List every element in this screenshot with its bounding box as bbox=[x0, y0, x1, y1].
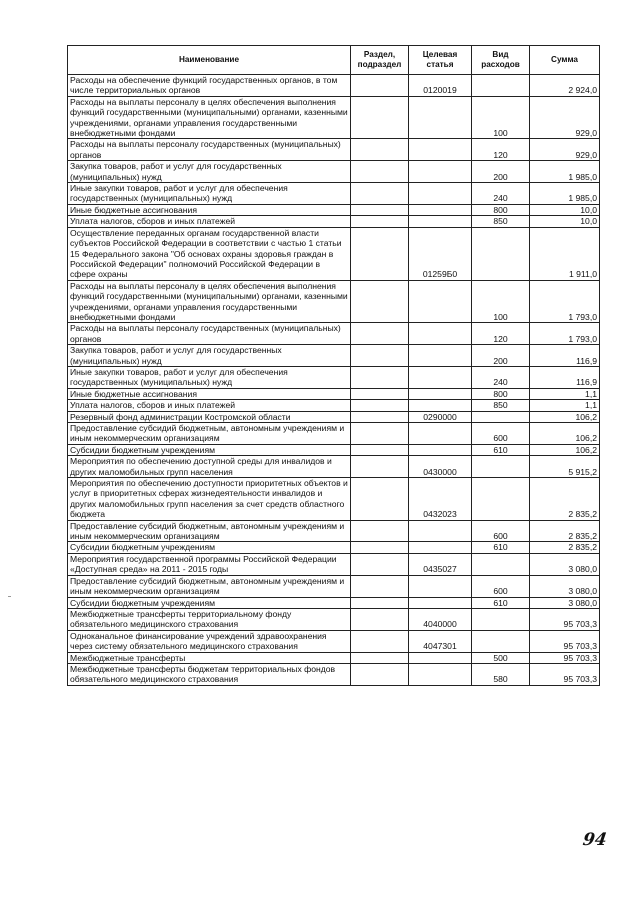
cell-target: 4040000 bbox=[409, 608, 472, 630]
table-row bbox=[68, 139, 600, 161]
table-row bbox=[68, 75, 600, 97]
cell-name: Мероприятия по обеспечению доступности приоритетных объектов и услуг в приоритетных сферах жизнедеятельности инвалидов и других маломобильных групп населения за счет средств областного бюджета bbox=[68, 478, 351, 521]
cell-target: 4047301 bbox=[409, 630, 472, 652]
cell-kind: 850 bbox=[472, 216, 530, 227]
cell-sum: 5 915,2 bbox=[530, 456, 600, 478]
cell-target bbox=[409, 597, 472, 608]
cell-name: Расходы на выплаты персоналу государственных (муниципальных) органов bbox=[68, 139, 351, 161]
header-sum: Сумма bbox=[530, 46, 600, 75]
cell-name: Одноканальное финансирование учреждений здравоохранения через систему обязательного медицинского страхования bbox=[68, 630, 351, 652]
cell-section bbox=[351, 227, 409, 280]
cell-target bbox=[409, 96, 472, 139]
cell-section bbox=[351, 478, 409, 521]
cell-sum: 929,0 bbox=[530, 139, 600, 161]
cell-target bbox=[409, 204, 472, 215]
cell-section bbox=[351, 75, 409, 97]
table-row bbox=[68, 216, 600, 227]
cell-target: 0290000 bbox=[409, 411, 472, 422]
cell-target bbox=[409, 345, 472, 367]
table-row bbox=[68, 456, 600, 478]
cell-sum: 1,1 bbox=[530, 388, 600, 399]
cell-kind bbox=[472, 553, 530, 575]
cell-kind: 240 bbox=[472, 183, 530, 205]
cell-name: Расходы на обеспечение функций государственных органов, в том числе территориальных органов bbox=[68, 75, 351, 97]
cell-target bbox=[409, 444, 472, 455]
cell-sum: 1 793,0 bbox=[530, 280, 600, 323]
table-body bbox=[68, 75, 600, 686]
cell-section bbox=[351, 345, 409, 367]
cell-section bbox=[351, 323, 409, 345]
cell-section bbox=[351, 216, 409, 227]
cell-sum: 3 080,0 bbox=[530, 575, 600, 597]
cell-kind: 600 bbox=[472, 423, 530, 445]
header-section: Раздел, подраздел bbox=[351, 46, 409, 75]
cell-target bbox=[409, 652, 472, 663]
cell-name: Предоставление субсидий бюджетным, автономным учреждениям и иным некоммерческим организациям bbox=[68, 423, 351, 445]
header-kind: Вид расходов bbox=[472, 46, 530, 75]
cell-name: Межбюджетные трансферты территориальному фонду обязательного медицинского страхования bbox=[68, 608, 351, 630]
cell-kind: 800 bbox=[472, 204, 530, 215]
cell-kind bbox=[472, 478, 530, 521]
cell-target bbox=[409, 400, 472, 411]
cell-kind: 610 bbox=[472, 444, 530, 455]
cell-name: Расходы на выплаты персоналу в целях обеспечения выполнения функций государственными (муниципальными) органами, казенными учреждениями, органами управления государственными внебюджетными фондами bbox=[68, 96, 351, 139]
cell-section bbox=[351, 553, 409, 575]
table-row bbox=[68, 366, 600, 388]
cell-sum: 106,2 bbox=[530, 423, 600, 445]
cell-kind bbox=[472, 75, 530, 97]
cell-section bbox=[351, 423, 409, 445]
cell-section bbox=[351, 96, 409, 139]
cell-section bbox=[351, 366, 409, 388]
table-row bbox=[68, 608, 600, 630]
table-row bbox=[68, 520, 600, 542]
table-row bbox=[68, 388, 600, 399]
table-row bbox=[68, 597, 600, 608]
cell-target bbox=[409, 575, 472, 597]
cell-kind: 100 bbox=[472, 280, 530, 323]
table-header-row bbox=[68, 46, 600, 75]
cell-name: Субсидии бюджетным учреждениям bbox=[68, 542, 351, 553]
table-row bbox=[68, 575, 600, 597]
cell-target bbox=[409, 183, 472, 205]
cell-target bbox=[409, 423, 472, 445]
table-row bbox=[68, 96, 600, 139]
cell-section bbox=[351, 630, 409, 652]
cell-name: Уплата налогов, сборов и иных платежей bbox=[68, 400, 351, 411]
cell-section bbox=[351, 139, 409, 161]
header-target: Целевая статья bbox=[409, 46, 472, 75]
table-row bbox=[68, 652, 600, 663]
cell-section bbox=[351, 575, 409, 597]
cell-target bbox=[409, 139, 472, 161]
table-row bbox=[68, 542, 600, 553]
cell-kind: 600 bbox=[472, 520, 530, 542]
cell-sum: 95 703,3 bbox=[530, 608, 600, 630]
page-number: 94 bbox=[581, 830, 609, 850]
table-row bbox=[68, 227, 600, 280]
cell-name: Иные закупки товаров, работ и услуг для обеспечения государственных (муниципальных) нужд bbox=[68, 366, 351, 388]
cell-target bbox=[409, 161, 472, 183]
cell-name: Резервный фонд администрации Костромской области bbox=[68, 411, 351, 422]
cell-name: Иные бюджетные ассигнования bbox=[68, 204, 351, 215]
cell-target bbox=[409, 663, 472, 685]
table-row bbox=[68, 423, 600, 445]
cell-sum: 1 985,0 bbox=[530, 161, 600, 183]
cell-sum: 2 835,2 bbox=[530, 520, 600, 542]
cell-sum: 2 835,2 bbox=[530, 542, 600, 553]
cell-target bbox=[409, 388, 472, 399]
cell-target bbox=[409, 280, 472, 323]
cell-name: Предоставление субсидий бюджетным, автономным учреждениям и иным некоммерческим организациям bbox=[68, 575, 351, 597]
table-row bbox=[68, 411, 600, 422]
table-row bbox=[68, 161, 600, 183]
cell-sum: 929,0 bbox=[530, 96, 600, 139]
cell-name: Иные бюджетные ассигнования bbox=[68, 388, 351, 399]
cell-sum: 95 703,3 bbox=[530, 652, 600, 663]
cell-kind: 580 bbox=[472, 663, 530, 685]
cell-target bbox=[409, 542, 472, 553]
cell-section bbox=[351, 204, 409, 215]
cell-kind: 500 bbox=[472, 652, 530, 663]
header-name: Наименование bbox=[68, 46, 351, 75]
cell-section bbox=[351, 608, 409, 630]
cell-name: Закупка товаров, работ и услуг для государственных (муниципальных) нужд bbox=[68, 345, 351, 367]
cell-target: 0435027 bbox=[409, 553, 472, 575]
table-row bbox=[68, 553, 600, 575]
table-row bbox=[68, 345, 600, 367]
cell-name: Субсидии бюджетным учреждениям bbox=[68, 597, 351, 608]
cell-sum: 116,9 bbox=[530, 366, 600, 388]
cell-name: Уплата налогов, сборов и иных платежей bbox=[68, 216, 351, 227]
cell-section bbox=[351, 388, 409, 399]
cell-section bbox=[351, 444, 409, 455]
cell-target bbox=[409, 520, 472, 542]
cell-sum: 10,0 bbox=[530, 204, 600, 215]
cell-section bbox=[351, 542, 409, 553]
cell-kind: 800 bbox=[472, 388, 530, 399]
cell-name: Иные закупки товаров, работ и услуг для обеспечения государственных (муниципальных) нужд bbox=[68, 183, 351, 205]
cell-name: Расходы на выплаты персоналу в целях обеспечения выполнения функций государственными (муниципальными) органами, казенными учреждениями, органами управления государственными внебюджетными фондами bbox=[68, 280, 351, 323]
cell-kind: 850 bbox=[472, 400, 530, 411]
table-row bbox=[68, 444, 600, 455]
cell-section bbox=[351, 520, 409, 542]
cell-target bbox=[409, 366, 472, 388]
cell-target: 01259Б0 bbox=[409, 227, 472, 280]
cell-name: Субсидии бюджетным учреждениям bbox=[68, 444, 351, 455]
cell-kind: 120 bbox=[472, 139, 530, 161]
cell-section bbox=[351, 456, 409, 478]
cell-sum: 95 703,3 bbox=[530, 663, 600, 685]
cell-sum: 2 835,2 bbox=[530, 478, 600, 521]
cell-kind bbox=[472, 456, 530, 478]
cell-sum: 2 924,0 bbox=[530, 75, 600, 97]
table-row bbox=[68, 630, 600, 652]
cell-section bbox=[351, 183, 409, 205]
cell-kind bbox=[472, 630, 530, 652]
cell-sum: 3 080,0 bbox=[530, 553, 600, 575]
cell-kind bbox=[472, 411, 530, 422]
cell-sum: 3 080,0 bbox=[530, 597, 600, 608]
cell-target: 0120019 bbox=[409, 75, 472, 97]
cell-name: Мероприятия по обеспечению доступной среды для инвалидов и других маломобильных групп населения bbox=[68, 456, 351, 478]
cell-sum: 95 703,3 bbox=[530, 630, 600, 652]
cell-sum: 1 985,0 bbox=[530, 183, 600, 205]
cell-kind: 120 bbox=[472, 323, 530, 345]
cell-kind bbox=[472, 227, 530, 280]
cell-sum: 1 911,0 bbox=[530, 227, 600, 280]
cell-target bbox=[409, 216, 472, 227]
cell-kind: 200 bbox=[472, 161, 530, 183]
cell-target: 0430000 bbox=[409, 456, 472, 478]
cell-kind: 610 bbox=[472, 597, 530, 608]
cell-sum: 10,0 bbox=[530, 216, 600, 227]
cell-kind: 200 bbox=[472, 345, 530, 367]
cell-section bbox=[351, 280, 409, 323]
cell-section bbox=[351, 597, 409, 608]
cell-name: Мероприятия государственной программы Российской Федерации «Доступная среда» на 2011 - 2015 годы bbox=[68, 553, 351, 575]
cell-section bbox=[351, 652, 409, 663]
cell-name: Расходы на выплаты персоналу государственных (муниципальных) органов bbox=[68, 323, 351, 345]
cell-name: Межбюджетные трансферты бюджетам территориальных фондов обязательного медицинского страхования bbox=[68, 663, 351, 685]
cell-sum: 1 793,0 bbox=[530, 323, 600, 345]
cell-target: 0432023 bbox=[409, 478, 472, 521]
cell-name: Закупка товаров, работ и услуг для государственных (муниципальных) нужд bbox=[68, 161, 351, 183]
cell-kind: 600 bbox=[472, 575, 530, 597]
cell-section bbox=[351, 400, 409, 411]
cell-section bbox=[351, 161, 409, 183]
cell-kind bbox=[472, 608, 530, 630]
cell-kind: 100 bbox=[472, 96, 530, 139]
cell-sum: 1,1 bbox=[530, 400, 600, 411]
table-row bbox=[68, 183, 600, 205]
cell-sum: 116,9 bbox=[530, 345, 600, 367]
cell-section bbox=[351, 411, 409, 422]
table-row bbox=[68, 323, 600, 345]
cell-sum: 106,2 bbox=[530, 444, 600, 455]
cell-name: Осуществление переданных органам государственной власти субъектов Российской Федерации в соответствии с частью 1 статьи 15 Федерального закона "Об основах охраны здоровья граждан в Российской Федерации" полномочий Российской Федерации в сфере охраны bbox=[68, 227, 351, 280]
table-row bbox=[68, 663, 600, 685]
table-row bbox=[68, 478, 600, 521]
cell-target bbox=[409, 323, 472, 345]
table-row bbox=[68, 280, 600, 323]
cell-section bbox=[351, 663, 409, 685]
table-row bbox=[68, 204, 600, 215]
cell-name: Межбюджетные трансферты bbox=[68, 652, 351, 663]
cell-kind: 240 bbox=[472, 366, 530, 388]
cell-kind: 610 bbox=[472, 542, 530, 553]
budget-table bbox=[67, 45, 600, 686]
scan-mark bbox=[8, 596, 11, 597]
table-row bbox=[68, 400, 600, 411]
cell-sum: 106,2 bbox=[530, 411, 600, 422]
cell-name: Предоставление субсидий бюджетным, автономным учреждениям и иным некоммерческим организациям bbox=[68, 520, 351, 542]
